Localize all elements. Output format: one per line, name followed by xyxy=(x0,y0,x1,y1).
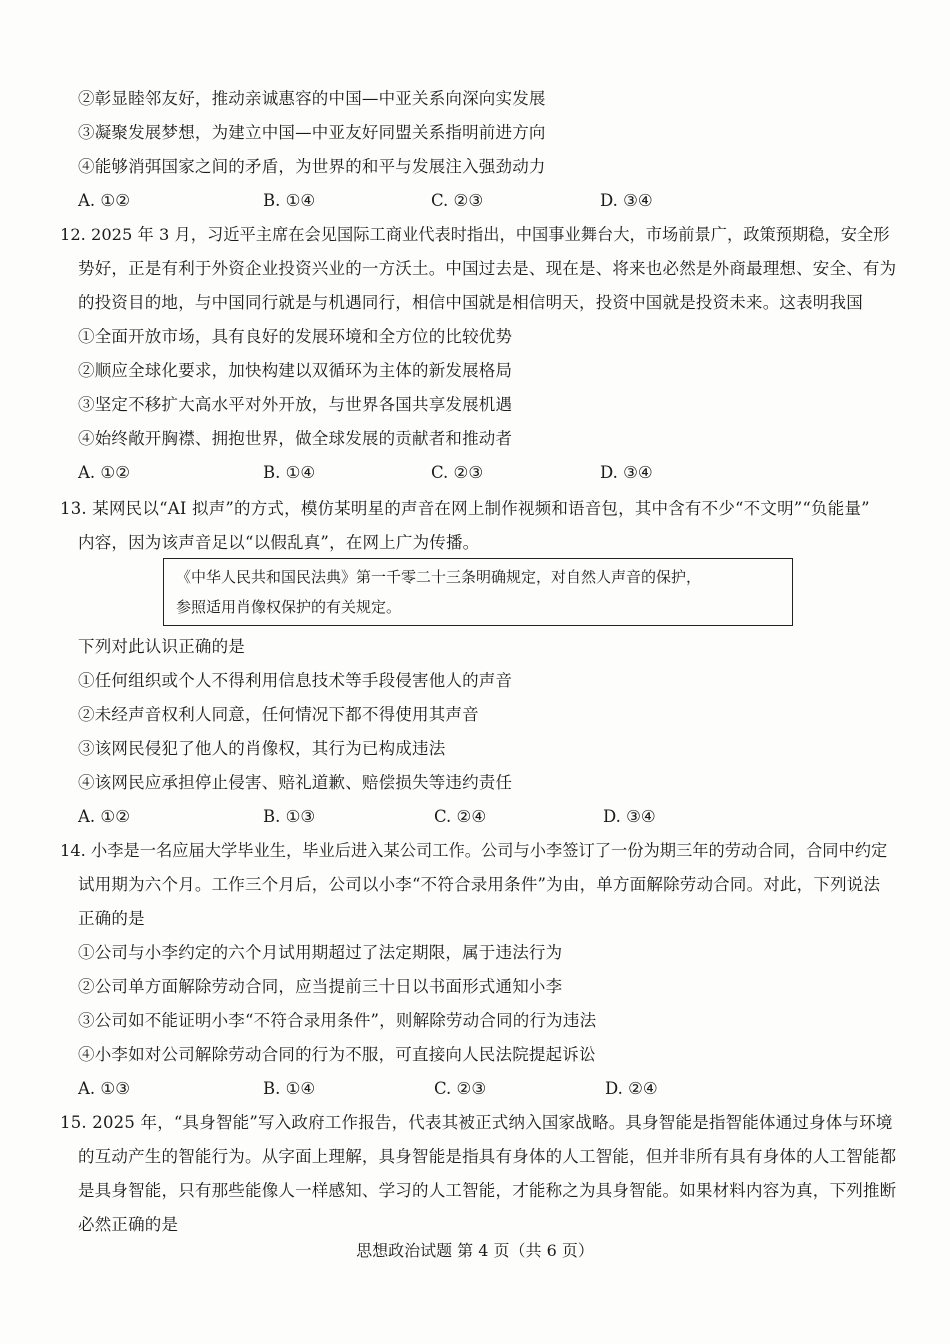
q13-option-b: B. ①③ xyxy=(263,807,316,826)
q14-option-b: B. ①④ xyxy=(263,1079,316,1098)
q11-item-2: ②彰显睦邻友好，推动亲诚惠容的中国—中亚关系向深向实发展 xyxy=(78,89,546,108)
q12-item-4: ④始终敞开胸襟、拥抱世界，做全球发展的贡献者和推动者 xyxy=(78,429,513,448)
q15-stem-line-4: 必然正确的是 xyxy=(78,1215,179,1234)
q12-option-d: D. ③④ xyxy=(600,463,653,482)
q13-stem-line-2: 内容，因为该声音足以“以假乱真”，在网上广为传播。 xyxy=(78,533,480,552)
q13-law-quote-line-1: 《中华人民共和国民法典》第一千零二十三条明确规定，对自然人声音的保护， xyxy=(176,568,702,586)
q11-option-d: D. ③④ xyxy=(600,191,653,210)
q12-option-a: A. ①② xyxy=(78,463,130,482)
q12-stem-line-1: 12. 2025 年 3 月，习近平主席在会见国际工商业代表时指出，中国事业舞台大，市场前景广，政策预期稳，安全形 xyxy=(60,225,890,244)
q12-item-3: ③坚定不移扩大高水平对外开放，与世界各国共享发展机遇 xyxy=(78,395,513,414)
q12-stem-line-3: 的投资目的地，与中国同行就是与机遇同行，相信中国就是相信明天，投资中国就是投资未来。这表明我国 xyxy=(78,293,863,312)
q14-item-3: ③公司如不能证明小李“不符合录用条件”，则解除劳动合同的行为违法 xyxy=(78,1011,597,1030)
q13-law-quote-line-2: 参照适用肖像权保护的有关规定。 xyxy=(176,598,402,616)
q13-option-d: D. ③④ xyxy=(603,807,656,826)
q14-option-d: D. ②④ xyxy=(605,1079,658,1098)
q13-item-1: ①任何组织或个人不得利用信息技术等手段侵害他人的声音 xyxy=(78,671,513,690)
q12-item-1: ①全面开放市场，具有良好的发展环境和全方位的比较优势 xyxy=(78,327,513,346)
q12-item-2: ②顺应全球化要求，加快构建以双循环为主体的新发展格局 xyxy=(78,361,513,380)
q12-option-b: B. ①④ xyxy=(263,463,316,482)
q13-stem-line-1: 13. 某网民以“AI 拟声”的方式，模仿某明星的声音在网上制作视频和语音包，其中含有不少“不文明”“负能量” xyxy=(60,499,870,518)
q11-option-a: A. ①② xyxy=(78,191,130,210)
q14-item-2: ②公司单方面解除劳动合同，应当提前三十日以书面形式通知小李 xyxy=(78,977,563,996)
q14-item-4: ④小李如对公司解除劳动合同的行为不服，可直接向人民法院提起诉讼 xyxy=(78,1045,596,1064)
q13-prompt: 下列对此认识正确的是 xyxy=(78,637,245,656)
q12-stem-line-2: 势好，正是有利于外资企业投资兴业的一方沃土。中国过去是、现在是、将来也必然是外商最理想、安全、有为 xyxy=(78,259,897,278)
q13-option-c: C. ②④ xyxy=(434,807,487,826)
q13-option-a: A. ①② xyxy=(78,807,130,826)
q11-item-4: ④能够消弭国家之间的矛盾，为世界的和平与发展注入强劲动力 xyxy=(78,157,546,176)
q13-item-2: ②未经声音权利人同意，任何情况下都不得使用其声音 xyxy=(78,705,479,724)
page-footer: 思想政治试题 第 4 页（共 6 页） xyxy=(356,1241,594,1260)
q14-stem-line-1: 14. 小李是一名应届大学毕业生，毕业后进入某公司工作。公司与小李签订了一份为期三年的劳动合同，合同中约定 xyxy=(60,841,888,860)
q13-item-4: ④该网民应承担停止侵害、赔礼道歉、赔偿损失等违约责任 xyxy=(78,773,513,792)
q14-stem-line-2: 试用期为六个月。工作三个月后，公司以小李“不符合录用条件”为由，单方面解除劳动合同。对此，下列说法 xyxy=(78,875,881,894)
q11-option-c: C. ②③ xyxy=(431,191,484,210)
q12-option-c: C. ②③ xyxy=(431,463,484,482)
q14-option-a: A. ①③ xyxy=(78,1079,130,1098)
q14-item-1: ①公司与小李约定的六个月试用期超过了法定期限，属于违法行为 xyxy=(78,943,563,962)
q14-option-c: C. ②③ xyxy=(434,1079,487,1098)
q14-stem-line-3: 正确的是 xyxy=(78,909,145,928)
q11-option-b: B. ①④ xyxy=(263,191,316,210)
q13-law-quote-box xyxy=(163,558,793,626)
q13-item-3: ③该网民侵犯了他人的肖像权，其行为已构成违法 xyxy=(78,739,446,758)
q11-item-3: ③凝聚发展梦想，为建立中国—中亚友好同盟关系指明前进方向 xyxy=(78,123,546,142)
q15-stem-line-2: 的互动产生的智能行为。从字面上理解，具身智能是指具有身体的人工智能，但并非所有具有身体的人工智能都 xyxy=(78,1147,897,1166)
q15-stem-line-3: 是具身智能，只有那些能像人一样感知、学习的人工智能，才能称之为具身智能。如果材料内容为真，下列推断 xyxy=(78,1181,897,1200)
q15-stem-line-1: 15. 2025 年，“具身智能”写入政府工作报告，代表其被正式纳入国家战略。具身智能是指智能体通过身体与环境 xyxy=(60,1113,893,1132)
